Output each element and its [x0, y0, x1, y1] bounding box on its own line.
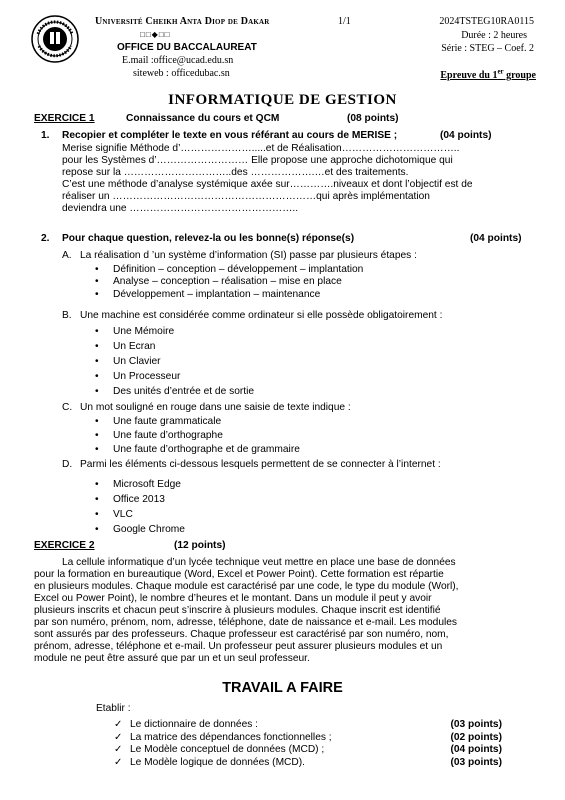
header-ornament: □□◆□□	[140, 30, 171, 39]
exercise-1-subtitle: Connaissance du cours et QCM	[126, 113, 280, 124]
qcm-a-letter: A.	[62, 250, 72, 261]
office-email: E.mail :office@ucad.edu.sn	[122, 55, 234, 66]
qcm-option: • Une faute d’orthographe et de grammaire	[95, 443, 300, 457]
text-line: deviendra une …………………………………………..	[62, 203, 299, 214]
task-points: (03 points)	[450, 756, 502, 768]
ucad-seal-logo	[30, 14, 80, 64]
qcm-option: • Une faute grammaticale	[95, 415, 300, 429]
statement-line: en plusieurs modules. Chaque module est caractérisé par une code, le type du module (Worl),	[34, 581, 459, 592]
qcm-c-letter: C.	[62, 402, 73, 413]
qcm-c-question: Un mot souligné en rouge dans une saisie de texte indique :	[80, 402, 351, 413]
merise-fill-in-text	[62, 143, 528, 215]
text-line: réaliser un ……………………………………………………qui après implémentation	[62, 191, 430, 202]
exercise-2-statement	[34, 557, 528, 665]
qcm-option: • Un Ecran	[95, 339, 254, 354]
qcm-d-options	[95, 477, 185, 537]
statement-line: pour la formation en bureautique (Word, Excel et Power Point). Cette formation est répartie	[34, 569, 444, 580]
text-line: repose sur la …………………………..des ……………….…et des traitements.	[62, 167, 409, 178]
task-text: La matrice des dépendances fonctionnelles ;	[130, 731, 332, 743]
task-points: (04 points)	[450, 744, 502, 755]
qcm-option: • Développement – implantation – maintenance	[95, 289, 363, 301]
qcm-option: • Un Processeur	[95, 369, 254, 384]
qcm-b-question: Une machine est considérée comme ordinateur si elle possède obligatoirement :	[80, 310, 443, 321]
checkmark-icon: ✓	[114, 756, 123, 768]
exam-group: Epreuve du 1er groupe	[440, 67, 536, 81]
text-line: pour les Systèmes d’……………………… Elle propose une approche dichotomique qui	[62, 155, 453, 166]
qcm-option: • Analyse – conception – réalisation – mise en place	[95, 276, 363, 288]
document-title: INFORMATIQUE DE GESTION	[168, 92, 397, 108]
qcm-a-question: La réalisation d ’un système d’information (SI) passe par plusieurs étapes :	[80, 250, 417, 261]
university-name: Université Cheikh Anta Diop de Dakar	[95, 16, 270, 27]
task-item	[114, 732, 502, 745]
office-name: OFFICE DU BACCALAUREAT	[117, 42, 257, 53]
checkmark-icon: ✓	[114, 744, 123, 755]
travail-task-list	[114, 719, 502, 769]
task-text: Le dictionnaire de données :	[130, 719, 259, 730]
question-1-heading: Recopier et compléter le texte en vous référant au cours de MERISE ;	[62, 130, 398, 141]
statement-line: par son numéro, prénom, nom, adresse, téléphone, date de naissance et e-mail. Les modules	[34, 617, 458, 628]
statement-line: La cellule informatique d’un lycée technique veut mettre en place une base de données	[62, 557, 456, 568]
exercise-1-label: EXERCICE 1	[34, 113, 95, 124]
task-text: Le Modèle conceptuel de données (MCD) ;	[130, 744, 325, 755]
exam-duration: Durée : 2 heures	[461, 30, 527, 41]
qcm-option: • Une faute d’orthographe	[95, 429, 300, 443]
task-item	[114, 757, 502, 770]
qcm-d-letter: D.	[62, 459, 73, 470]
task-item	[114, 719, 502, 732]
qcm-option: • VLC	[95, 507, 185, 522]
qcm-option: • Microsoft Edge	[95, 477, 185, 492]
task-item	[114, 744, 502, 757]
question-1-number: 1.	[41, 130, 50, 141]
text-line: Merise signifie Méthode d’………………….....et de Réalisation……………………………..	[62, 143, 460, 154]
travail-intro: Etablir :	[96, 703, 131, 714]
exercise-2-label: EXERCICE 2	[34, 540, 95, 551]
qcm-option: • Des unités d’entrée et de sortie	[95, 384, 254, 399]
question-2-points: (04 points)	[470, 233, 522, 244]
question-2-number: 2.	[41, 233, 50, 244]
task-text: Le Modèle logique de données (MCD).	[130, 756, 305, 768]
page-number: 1/1	[338, 16, 351, 27]
qcm-c-options	[95, 415, 300, 457]
statement-line: Excel ou Power Point), le nombre d’heures et le montant. Dans un module il peut y avoir	[34, 593, 432, 604]
qcm-b-options	[95, 324, 254, 399]
qcm-option: • Un Clavier	[95, 354, 254, 369]
qcm-option: • Google Chrome	[95, 522, 185, 537]
exam-serie: Série : STEG – Coef. 2	[441, 43, 534, 54]
exam-code: 2024TSTEG10RA0115	[439, 16, 534, 27]
qcm-option: • Une Mémoire	[95, 324, 254, 339]
qcm-option: • Définition – conception – développement – implantation	[95, 264, 363, 276]
qcm-option: • Office 2013	[95, 492, 185, 507]
task-points: (02 points)	[450, 731, 502, 743]
checkmark-icon: ✓	[114, 719, 123, 730]
qcm-b-letter: B.	[62, 310, 72, 321]
qcm-a-options	[95, 264, 363, 301]
qcm-d-question: Parmi les éléments ci-dessous lesquels permettent de se connecter à l’internet :	[80, 459, 441, 470]
checkmark-icon: ✓	[114, 731, 123, 743]
exercise-1-points: (08 points)	[347, 113, 399, 124]
statement-line: module ne peut être assuré que par un et un seul professeur.	[34, 653, 310, 664]
text-line: C’est une méthode d’analyse systémique axée sur………….niveaux et dont l’objectif est de	[62, 179, 473, 190]
statement-line: sont assurés par des professeurs. Chaque professeur est caractérisé par son numéro, nom,	[34, 629, 449, 640]
statement-line: plusieurs inscrits et chacun peut s’inscrire à plusieurs modules. Chaque inscrit est identifié	[34, 605, 441, 616]
task-points: (03 points)	[450, 719, 502, 730]
statement-line: prénom, adresse, téléphone et e-mail. Un professeur peut assurer plusieurs modules et un	[34, 641, 443, 652]
office-website: siteweb : officedubac.sn	[133, 68, 230, 79]
question-1-points: (04 points)	[440, 130, 492, 141]
travail-a-faire-title: TRAVAIL A FAIRE	[222, 680, 343, 696]
exercise-2-points: (12 points)	[174, 540, 226, 551]
question-2-heading: Pour chaque question, relevez-la ou les bonne(s) réponse(s)	[62, 233, 355, 244]
